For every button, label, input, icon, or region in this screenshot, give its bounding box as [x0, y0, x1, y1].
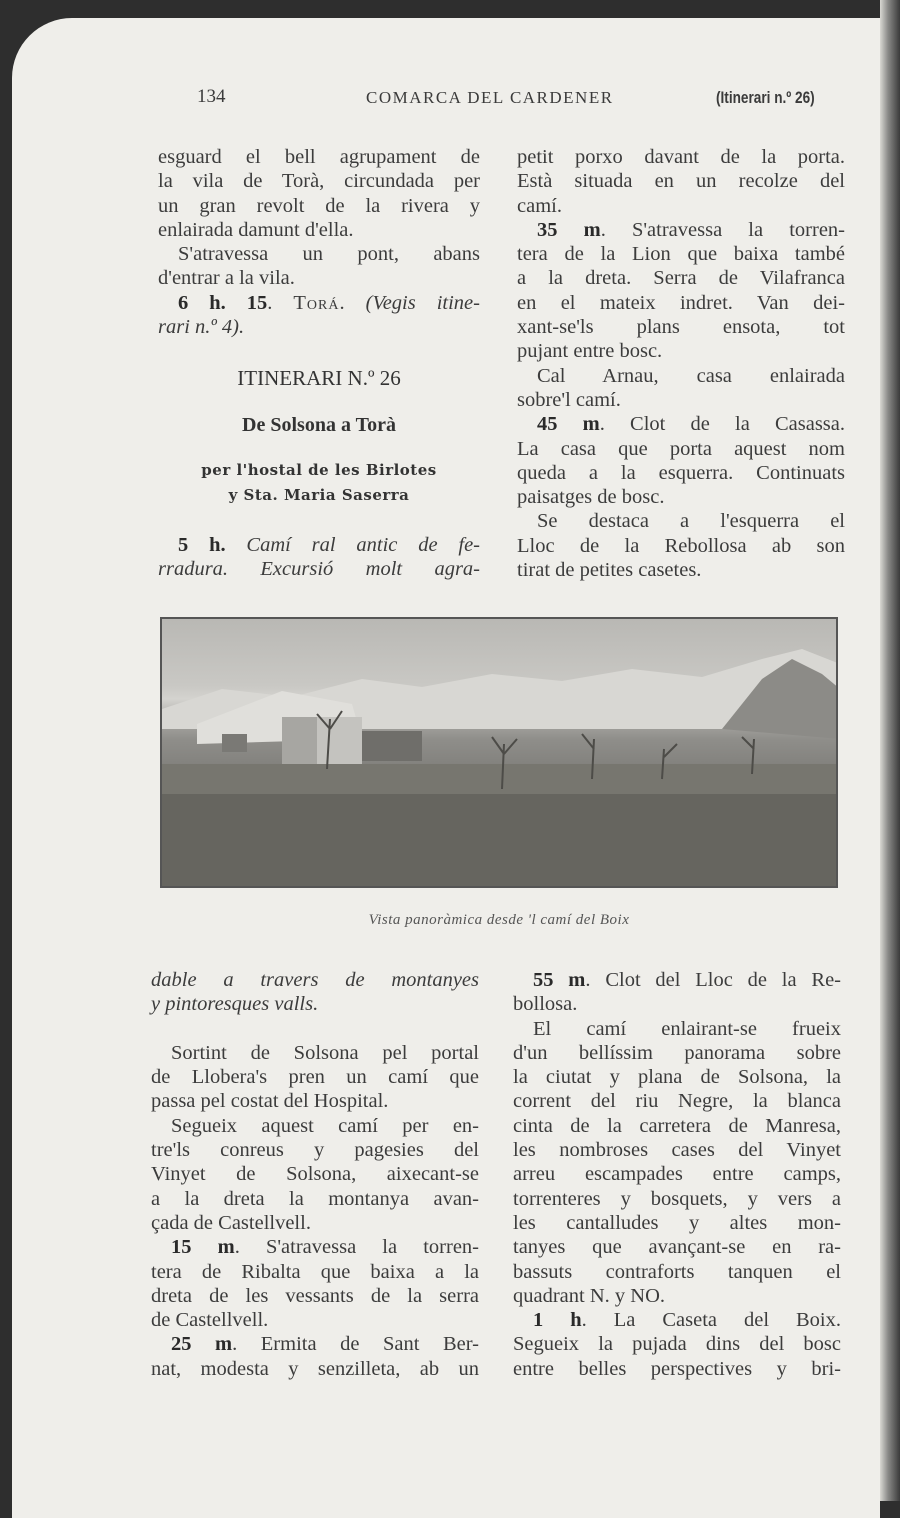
text-run: Torá — [293, 291, 340, 314]
text-line — [517, 437, 845, 461]
text-line — [513, 968, 841, 992]
text-line — [151, 1162, 479, 1186]
text-line — [151, 1357, 479, 1381]
text-line — [513, 1260, 841, 1284]
text-run: . — [339, 291, 345, 314]
text-line — [158, 315, 480, 339]
text-line — [513, 1114, 841, 1138]
text-run: arreu escampades entre camps, — [513, 1163, 841, 1186]
text-run: enlairada damunt d'ella. — [158, 218, 354, 241]
text-line — [513, 1357, 841, 1381]
text-run: y pintoresques valls. — [151, 993, 319, 1016]
text-run: entre belles perspectives y bri- — [513, 1357, 841, 1380]
text-run: El camí enlairant-se frueix — [533, 1017, 841, 1040]
text-run: pujant entre bosc. — [517, 340, 663, 363]
text-run: Està situada en un recolze del — [517, 170, 845, 193]
text-line — [517, 242, 845, 266]
text-run: de Llobera's pren un camí que — [151, 1066, 479, 1089]
time-marker: 5 h. — [178, 534, 226, 556]
text-run: . La Caseta del Boix. — [581, 1309, 841, 1332]
text-run: les nombroses cases del Vinyet — [513, 1139, 841, 1162]
text-run: La casa que porta aquest nom — [517, 437, 845, 460]
text-run: sobre'l camí. — [517, 388, 621, 411]
text-line — [513, 1089, 841, 1113]
text-run: queda a la esquerra. Continuats — [517, 461, 845, 484]
text-run: nat, modesta y senzilleta, ab un — [151, 1357, 479, 1380]
text-run: cinta de la carretera de Manresa, — [513, 1114, 841, 1137]
text-line — [517, 339, 845, 363]
text-run: tanyes que avançant-se en ra- — [513, 1236, 841, 1259]
route-via-line-1: per l'hostal de les Birlotes — [201, 461, 437, 479]
text-line — [151, 992, 479, 1016]
text-line — [151, 1138, 479, 1162]
column-top-right — [517, 145, 845, 582]
text-run: les cantalludes y altes mon- — [513, 1211, 841, 1234]
text-run: rradura. Excursió molt agra- — [158, 558, 480, 581]
text-line — [517, 194, 845, 218]
text-line — [151, 1260, 479, 1284]
text-run: dreta de les vessants de la serra — [151, 1284, 479, 1307]
text-run: en el mateix indret. Van dei- — [517, 291, 845, 314]
time-marker: 6 h. 15 — [178, 291, 268, 314]
text-line — [517, 218, 845, 242]
text-run: Sortint de Solsona pel portal — [171, 1041, 479, 1064]
time-marker: 1 h — [533, 1309, 582, 1332]
time-marker: 55 m — [533, 969, 586, 991]
time-marker: 45 m — [537, 413, 600, 436]
text-line — [513, 992, 841, 1016]
text-line — [513, 1235, 841, 1259]
column-bottom-left — [151, 968, 479, 1381]
text-line — [517, 558, 845, 582]
text-line — [513, 1017, 841, 1041]
text-run: bassuts contraforts tanquen el — [513, 1260, 841, 1283]
text-run: esguard el bell agrupament de — [158, 146, 480, 168]
running-title: COMARCA DEL CARDENER — [366, 88, 614, 107]
text-line — [513, 1041, 841, 1065]
text-line — [517, 315, 845, 339]
text-run: tera de la Lion que baixa també — [517, 243, 845, 266]
page-edge — [880, 0, 900, 1501]
text-run: . — [267, 291, 294, 314]
text-run: passa pel costat del Hospital. — [151, 1090, 389, 1113]
text-line — [158, 145, 480, 169]
text-run: la ciutat y plana de Solsona, la — [513, 1066, 841, 1089]
text-line — [151, 1065, 479, 1089]
text-run: camí. — [517, 194, 562, 217]
text-run: la vila de Torà, circundada per — [158, 170, 480, 193]
text-run: Camí ral antic de fe- — [225, 534, 481, 556]
text-run: paisatges de bosc. — [517, 486, 665, 509]
text-line — [151, 1211, 479, 1235]
text-line — [151, 1114, 479, 1138]
text-line — [517, 388, 845, 412]
text-run: Segueix la pujada dins del bosc — [513, 1333, 841, 1356]
text-run: . Clot del Lloc de la Re- — [585, 969, 842, 991]
text-run: tre'ls conreus y pagesies del — [151, 1139, 479, 1162]
text-line — [517, 145, 845, 169]
text-run: Segueix aquest camí per en- — [171, 1114, 479, 1137]
text-run: Vinyet de Solsona, aixecant-se — [151, 1163, 479, 1186]
column-bottom-right — [513, 968, 841, 1381]
text-line — [151, 1284, 479, 1308]
text-line — [517, 461, 845, 485]
text-run: . S'atravessa la torren- — [600, 218, 845, 241]
text-line — [513, 1211, 841, 1235]
text-line — [151, 1017, 479, 1041]
text-line — [158, 194, 480, 218]
text-line — [158, 242, 480, 266]
text-line — [151, 1089, 479, 1113]
text-run: . S'atravessa la torren- — [234, 1236, 479, 1259]
text-line — [517, 266, 845, 290]
time-marker: 25 m — [171, 1333, 233, 1356]
text-line — [151, 1187, 479, 1211]
text-run: . Clot de la Casassa. — [599, 413, 845, 436]
text-line — [151, 1332, 479, 1356]
text-line — [151, 1041, 479, 1065]
text-line — [513, 1284, 841, 1308]
text-run: a la dreta. Serra de Vilafranca — [517, 267, 845, 290]
landscape-image — [162, 619, 838, 888]
text-line — [517, 291, 845, 315]
text-run: (Vegis itine- — [344, 291, 480, 314]
text-line — [513, 1162, 841, 1186]
text-run: petit porxo davant de la porta. — [517, 146, 845, 168]
text-run: d'entrar a la vila. — [158, 267, 295, 290]
text-run: . Ermita de Sant Ber- — [232, 1333, 479, 1356]
route-intro — [158, 533, 480, 582]
text-line — [158, 169, 480, 193]
time-marker: 35 m — [537, 218, 601, 241]
text-run: un gran revolt de la rivera y — [158, 194, 480, 217]
text-line — [151, 968, 479, 992]
text-line — [513, 1187, 841, 1211]
text-line — [517, 364, 845, 388]
text-line — [513, 1138, 841, 1162]
text-run: rari n.º 4). — [158, 316, 245, 339]
text-line — [151, 1308, 479, 1332]
text-line — [513, 1332, 841, 1356]
text-line — [517, 169, 845, 193]
text-line — [517, 412, 845, 436]
text-run: d'un bellíssim panorama sobre — [513, 1041, 841, 1064]
text-line — [158, 557, 480, 581]
figure-caption: Vista panoràmica desde 'l camí del Boix — [368, 912, 630, 928]
text-run: xant-se'ls plans ensota, tot — [517, 316, 845, 339]
text-line — [517, 509, 845, 533]
text-run: dable a travers de montanyes — [151, 969, 479, 991]
route-title: De Solsona a Torà — [242, 414, 396, 436]
text-run: tirat de petites casetes. — [517, 559, 702, 582]
text-line — [517, 534, 845, 558]
text-line — [513, 1308, 841, 1332]
text-run: Lloc de la Rebollosa ab son — [517, 534, 845, 557]
column-top-left — [158, 145, 480, 339]
panoramic-photo — [160, 617, 838, 888]
text-run: Se destaca a l'esquerra el — [537, 510, 845, 533]
text-run: bollosa. — [513, 993, 578, 1016]
text-run: çada de Castellvell. — [151, 1211, 311, 1234]
text-line — [517, 485, 845, 509]
text-run: a la dreta la montanya avan- — [151, 1187, 479, 1210]
text-line — [158, 266, 480, 290]
text-run: Cal Arnau, casa enlairada — [537, 364, 845, 387]
itinerary-reference: (Itinerari n.º 26) — [716, 88, 815, 107]
text-line — [158, 218, 480, 242]
text-run: torrenteres y bosquets, y vers a — [513, 1187, 841, 1210]
page-number: 134 — [197, 86, 226, 107]
text-run: quadrant N. y NO. — [513, 1284, 666, 1307]
text-run: S'atravessa un pont, abans — [178, 243, 480, 266]
text-line — [151, 1235, 479, 1259]
text-line — [158, 533, 480, 557]
time-marker: 15 m — [171, 1236, 235, 1259]
itinerary-heading: ITINERARI N.º 26 — [237, 366, 401, 390]
text-run: corrent del riu Negre, la blanca — [513, 1090, 841, 1113]
route-via-line-2: y Sta. Maria Saserra — [228, 486, 410, 504]
text-run: tera de Ribalta que baixa a la — [151, 1260, 479, 1283]
text-line — [513, 1065, 841, 1089]
text-line — [158, 291, 480, 315]
text-run: de Castellvell. — [151, 1309, 269, 1332]
